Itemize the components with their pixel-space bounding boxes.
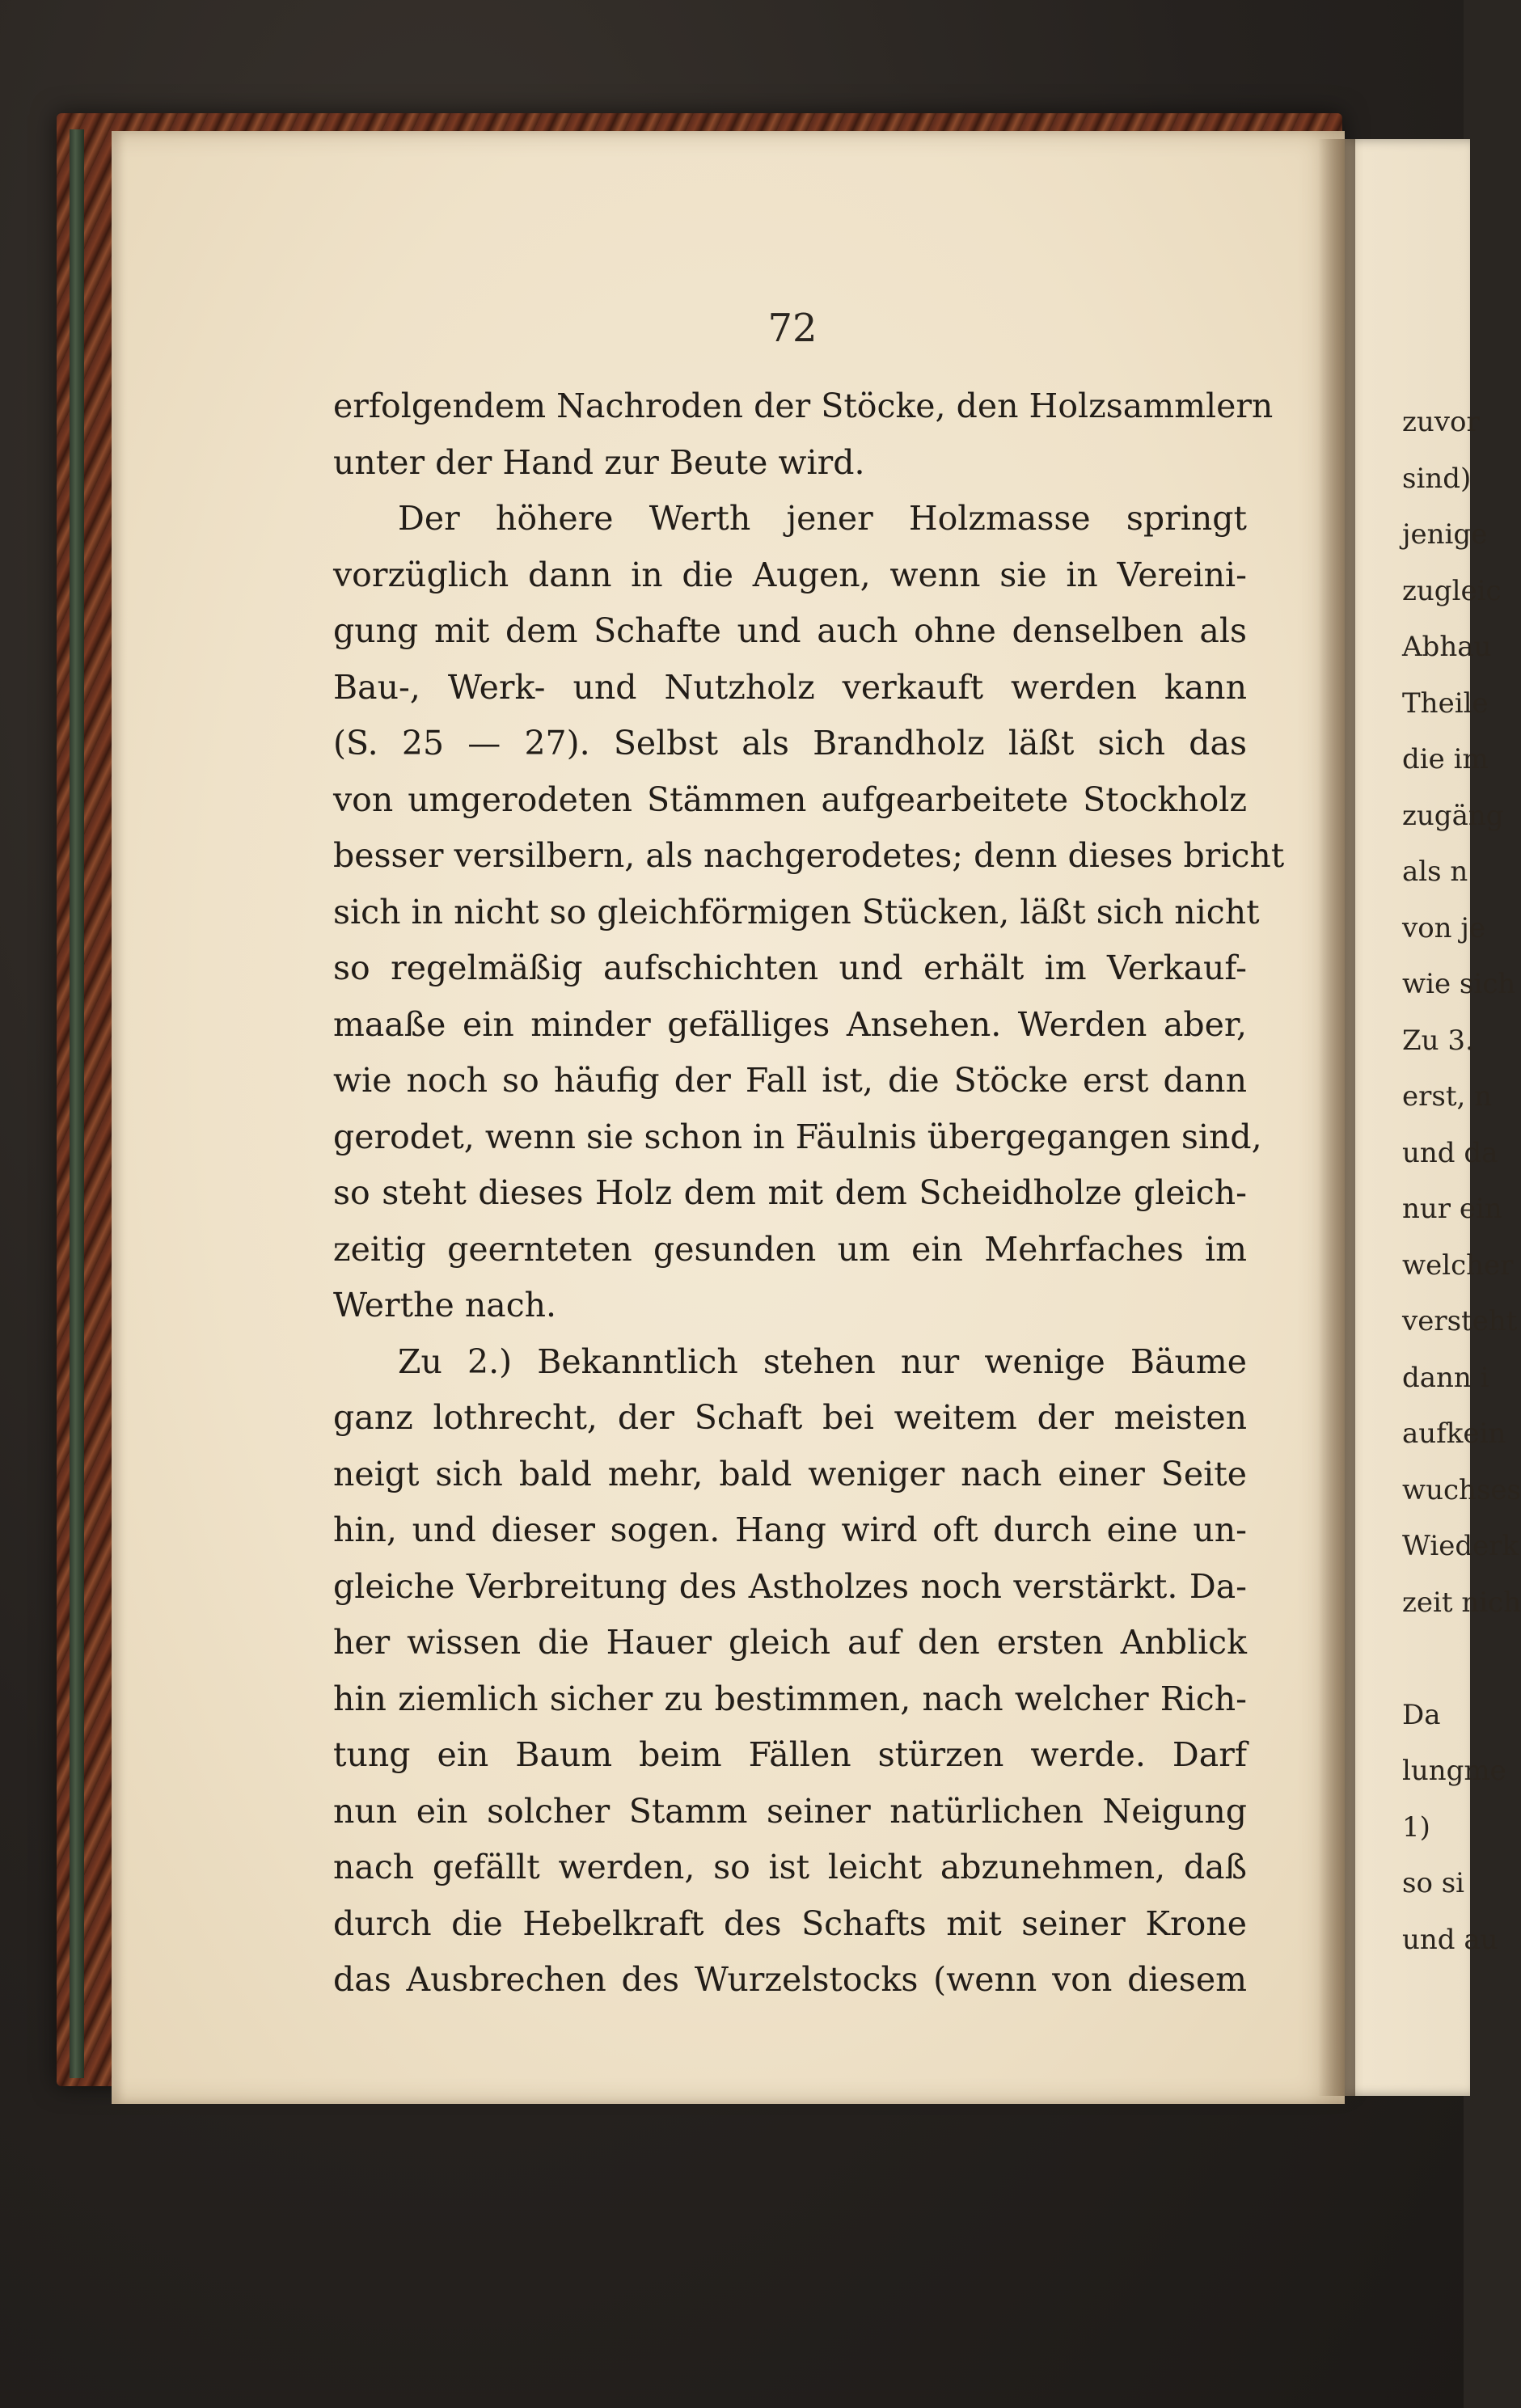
cover-edge xyxy=(70,129,84,2078)
facing-line: zeit nich xyxy=(1402,1586,1521,1619)
facing-line: aufkein xyxy=(1402,1417,1506,1450)
text-line: maaße ein minder gefälliges Ansehen. Werden aber, xyxy=(333,1004,1247,1044)
facing-line: nur ein xyxy=(1402,1193,1502,1225)
text-line: (S. 25 — 27). Selbst als Brandholz läßt sich das xyxy=(333,724,1247,763)
text-line: besser versilbern, als nachgerodetes; denn dieses bricht xyxy=(333,836,1285,875)
text-line: Der höhere Werth jener Holzmasse springt xyxy=(398,499,1247,538)
text-line: Zu 2.) Bekanntlich stehen nur wenige Bäume xyxy=(398,1341,1247,1381)
facing-line: welcher xyxy=(1402,1248,1514,1282)
facing-line: von je xyxy=(1402,911,1486,944)
facing-line: zugäng xyxy=(1402,799,1504,832)
text-line: hin ziemlich sicher zu bestimmen, nach welcher Rich- xyxy=(333,1679,1247,1718)
facing-line: 1) xyxy=(1402,1810,1430,1844)
gutter-shadow xyxy=(1318,139,1355,2096)
facing-line: sind) xyxy=(1402,462,1472,495)
facing-line: wie sich xyxy=(1402,968,1516,1000)
text-line: das Ausbrechen des Wurzelstocks (wenn von diesem xyxy=(333,1960,1247,1999)
facing-line: erst, n xyxy=(1402,1080,1492,1113)
facing-line: so si xyxy=(1402,1867,1465,1899)
facing-line: Abhau xyxy=(1402,631,1492,663)
facing-line: Da xyxy=(1402,1698,1441,1731)
text-line: so regelmäßig aufschichten und erhält im Verkauf- xyxy=(333,948,1247,987)
facing-line: die im xyxy=(1402,743,1489,775)
text-line: gung mit dem Schafte und auch ohne denselben als xyxy=(333,611,1247,650)
facing-line: Zu 3. xyxy=(1402,1024,1474,1057)
facing-line: zuvor xyxy=(1402,406,1480,438)
facing-line: Theile xyxy=(1402,686,1489,720)
text-line: ganz lothrecht, der Schaft bei weitem der meisten xyxy=(333,1398,1247,1437)
facing-line xyxy=(1402,1631,1467,1688)
facing-line: wuchses xyxy=(1402,1473,1521,1506)
text-line: nun ein solcher Stamm seiner natürlichen Neigung xyxy=(333,1791,1247,1831)
text-line: gleiche Verbreitung des Astholzes noch verstärkt. Da- xyxy=(333,1566,1247,1606)
facing-line: und au xyxy=(1402,1923,1498,1956)
text-line: zeitig geernteten gesunden um ein Mehrfaches im xyxy=(333,1229,1247,1269)
facing-line: dann i xyxy=(1402,1361,1489,1394)
facing-line: als n xyxy=(1402,855,1468,888)
facing-line: Wiederk xyxy=(1402,1530,1519,1562)
text-line: gerodet, wenn sie schon in Fäulnis übergegangen sind, xyxy=(333,1117,1262,1156)
facing-page-text xyxy=(1402,395,1521,1968)
text-line: sich in nicht so gleichförmigen Stücken, läßt sich nicht xyxy=(333,892,1260,932)
text-line: wie noch so häufig der Fall ist, die Stöcke erst dann xyxy=(333,1061,1247,1100)
facing-line: jenige xyxy=(1402,518,1488,551)
text-line: tung ein Baum beim Fällen stürzen werde. Darf xyxy=(333,1735,1247,1774)
text-line: von umgerodeten Stämmen aufgearbeitete Stockholz xyxy=(333,779,1247,819)
body-text xyxy=(333,378,1285,2009)
facing-line: lungme xyxy=(1402,1755,1506,1787)
text-line: neigt sich bald mehr, bald weniger nach einer Seite xyxy=(333,1454,1247,1493)
facing-line: zugleic xyxy=(1402,574,1502,607)
text-line: her wissen die Hauer gleich auf den ersten Anblick xyxy=(333,1623,1247,1662)
text-line: durch die Hebelkraft des Schafts mit seiner Krone xyxy=(333,1903,1247,1943)
text-line: nach gefällt werden, so ist leicht abzunehmen, daß xyxy=(333,1848,1247,1886)
text-line: erfolgendem Nachroden der Stöcke, den Holzsammlern xyxy=(333,387,1274,425)
facing-line: versteht xyxy=(1402,1305,1518,1337)
facing-line: und da xyxy=(1402,1136,1498,1169)
text-line: vorzüglich dann in die Augen, wenn sie in Vereini- xyxy=(333,555,1247,594)
text-line: hin, und dieser sogen. Hang wird oft durch eine un- xyxy=(333,1510,1247,1549)
text-line: Werthe nach. xyxy=(333,1286,557,1324)
text-line: unter der Hand zur Beute wird. xyxy=(333,442,865,482)
text-line: Bau-, Werk- und Nutzholz verkauft werden kann xyxy=(333,667,1247,707)
text-line: so steht dieses Holz dem mit dem Scheidholze gleich- xyxy=(333,1173,1247,1212)
page-number: 72 xyxy=(767,306,818,351)
